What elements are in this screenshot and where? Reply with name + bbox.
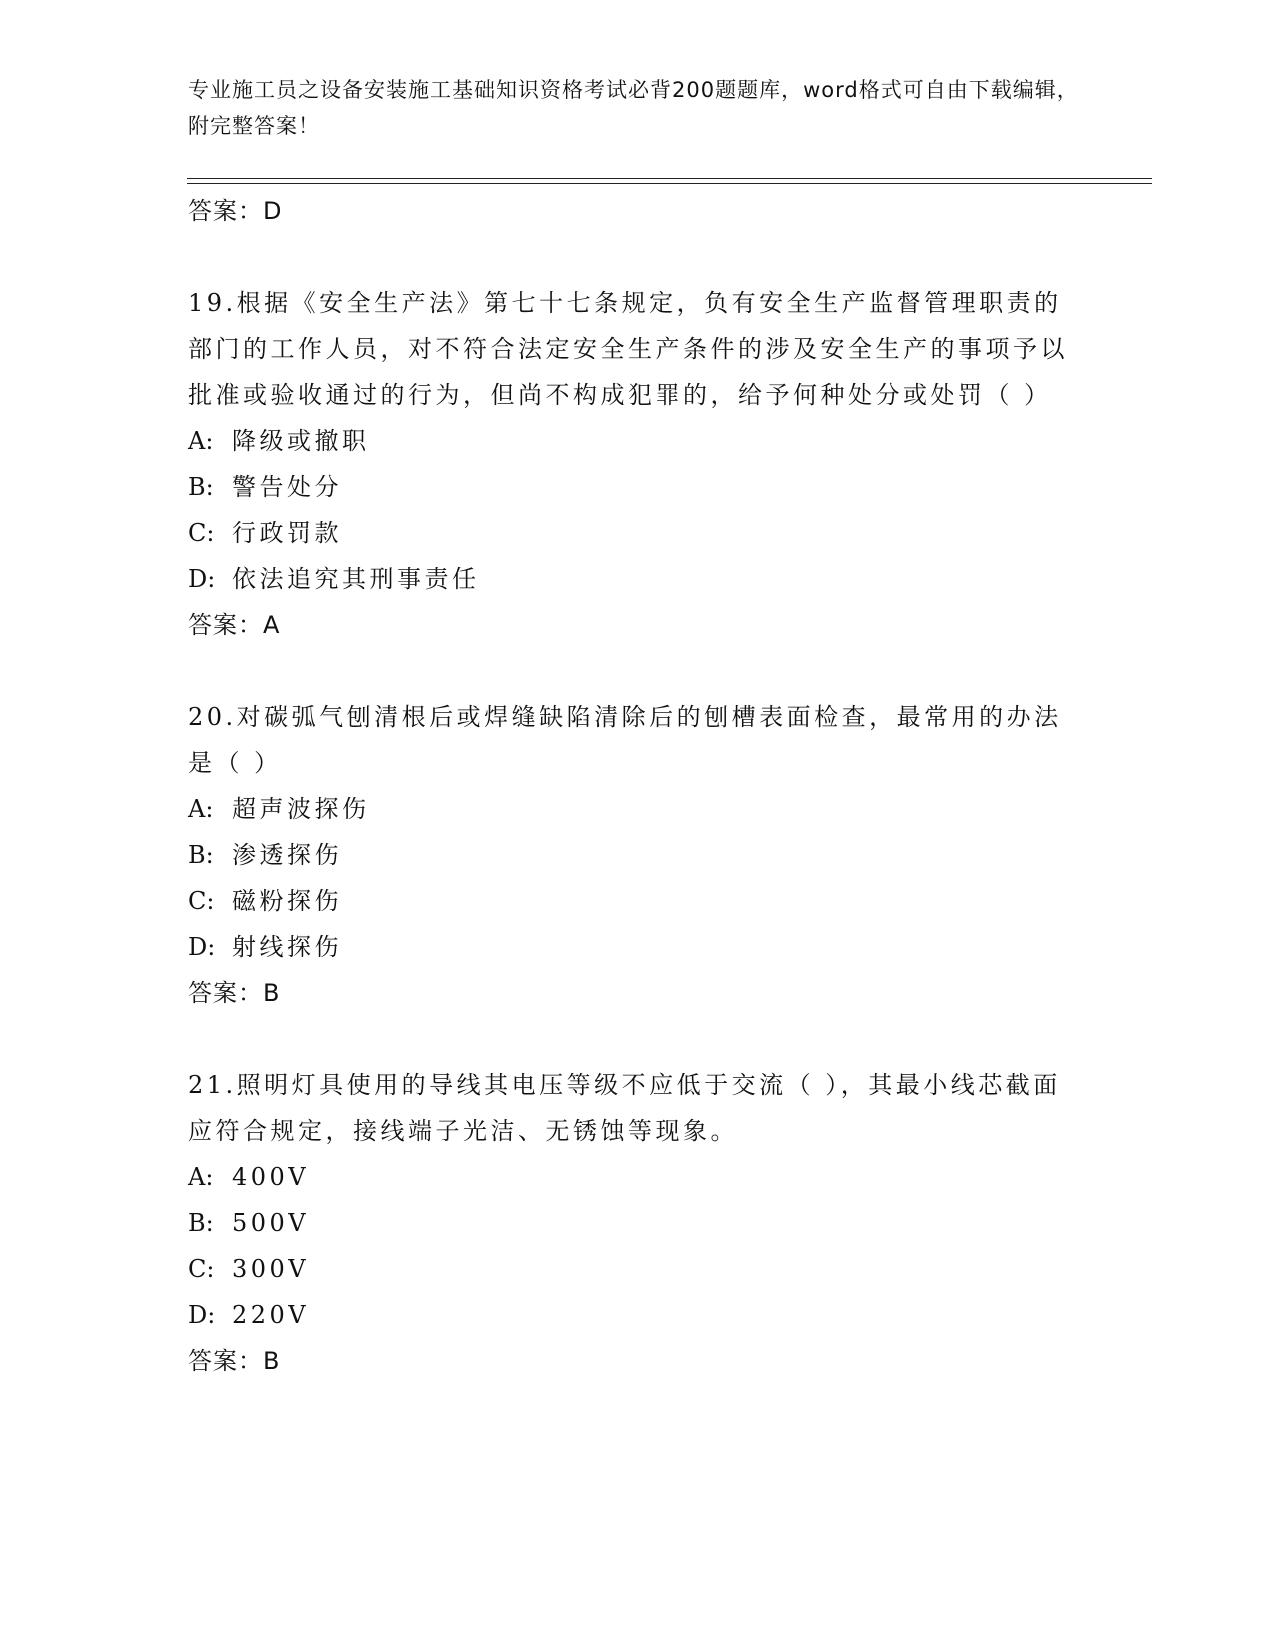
document-header xyxy=(188,72,1088,144)
option-text: 磁粉探伤 xyxy=(232,887,342,915)
option-c xyxy=(188,878,1088,924)
question-text: 20.对碳弧气刨清根后或焊缝缺陷清除后的刨槽表面检查，最常用的办法是（ ） xyxy=(188,703,1062,777)
question-answer: 答案：A xyxy=(188,611,281,639)
option-key: A: xyxy=(188,427,214,455)
option-text: 400V xyxy=(232,1163,310,1191)
header-title: 专业施工员之设备安装施工基础知识资格考试必背200题题库，word格式可自由下载编辑，附完整答案！ xyxy=(188,78,1079,138)
question-answer: 答案：B xyxy=(188,1347,281,1375)
option-a xyxy=(188,786,1088,832)
option-text: 300V xyxy=(232,1255,310,1283)
question-text: 21.照明灯具使用的导线其电压等级不应低于交流（ ），其最小线芯截面应符合规定，接线端子光洁、无锈蚀等现象。 xyxy=(188,1071,1061,1145)
option-a xyxy=(188,418,1088,464)
option-c xyxy=(188,510,1088,556)
document-body xyxy=(188,188,1088,1384)
option-key: A: xyxy=(188,1163,214,1191)
option-text: 射线探伤 xyxy=(232,933,342,961)
option-d xyxy=(188,1292,1088,1338)
option-key: A: xyxy=(188,795,214,823)
option-key: B: xyxy=(188,1209,214,1237)
option-key: B: xyxy=(188,841,214,869)
option-text: 超声波探伤 xyxy=(232,795,370,823)
question-19 xyxy=(188,280,1088,648)
option-a xyxy=(188,1154,1088,1200)
option-d xyxy=(188,924,1088,970)
header-divider-bottom xyxy=(187,183,1152,184)
option-d xyxy=(188,556,1088,602)
question-text: 19.根据《安全生产法》第七十七条规定，负有安全生产监督管理职责的部门的工作人员，对不符合法定安全生产条件的涉及安全生产的事项予以批准或验收通过的行为，但尚不构成犯罪的，给予何种处分或处罚（ ） xyxy=(188,289,1068,409)
previous-answer: 答案：D xyxy=(188,197,283,225)
option-text: 警告处分 xyxy=(232,473,342,501)
option-key: C: xyxy=(188,887,215,915)
option-key: C: xyxy=(188,519,215,547)
option-text: 行政罚款 xyxy=(232,519,342,547)
option-c xyxy=(188,1246,1088,1292)
question-21 xyxy=(188,1062,1088,1384)
option-key: B: xyxy=(188,473,214,501)
option-text: 220V xyxy=(232,1301,310,1329)
option-text: 降级或撤职 xyxy=(232,427,370,455)
option-text: 渗透探伤 xyxy=(232,841,342,869)
option-key: D: xyxy=(188,933,216,961)
question-answer: 答案：B xyxy=(188,979,281,1007)
option-text: 依法追究其刑事责任 xyxy=(232,565,480,593)
option-b xyxy=(188,1200,1088,1246)
option-key: C: xyxy=(188,1255,215,1283)
option-b xyxy=(188,464,1088,510)
option-key: D: xyxy=(188,1301,216,1329)
question-20 xyxy=(188,694,1088,1016)
header-divider-top xyxy=(187,178,1152,179)
option-key: D: xyxy=(188,565,216,593)
option-b xyxy=(188,832,1088,878)
option-text: 500V xyxy=(232,1209,310,1237)
